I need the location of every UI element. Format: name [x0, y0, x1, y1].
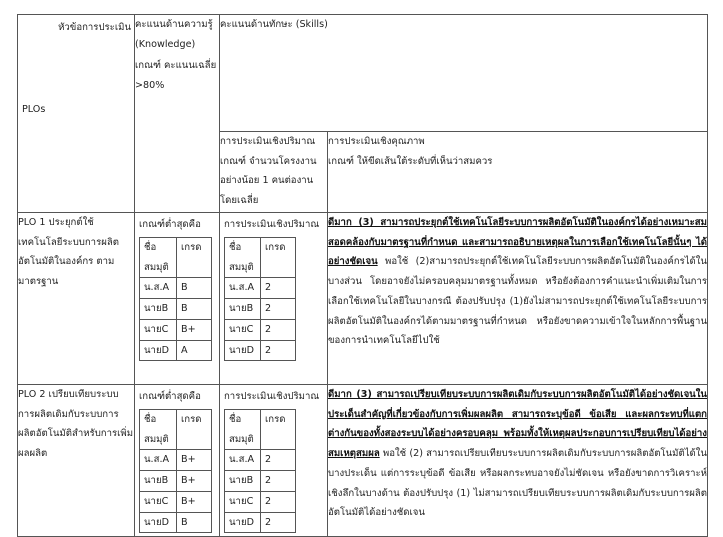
table-row	[140, 278, 212, 299]
table-row	[140, 512, 212, 533]
grade-table-header-grade: เกรด	[177, 409, 212, 450]
count-table-header-count: เกรด	[261, 409, 296, 450]
plo-text: PLO 1 ประยุกต์ใช้เทคโนโลยีระบบการผลิตอัตโนมัติในองค์กร ตามมาตรฐาน	[18, 217, 119, 288]
header-topic: หัวข้อการประเมิน	[58, 22, 131, 33]
table-row	[225, 471, 296, 492]
assessment-table	[17, 14, 708, 537]
qual-criteria: เกณฑ์ ให้ขีดเส้นใต้ระดับที่เห็นว่าสมควร	[328, 155, 493, 167]
student-name: นายB	[140, 299, 177, 320]
assessment-page	[17, 14, 707, 537]
table-row	[140, 340, 212, 361]
student-name: น.ส.A	[140, 450, 177, 471]
count-table-header-name: ชื่อสมมุติ	[225, 409, 261, 450]
student-grade: B	[177, 299, 212, 320]
plo-cell	[18, 213, 135, 385]
qual-text	[328, 213, 707, 351]
qual-other-levels: พอใช้ (2)สามารถประยุกต์ใช้เทคโนโลยีระบบการผลิตอัตโนมัติในองค์กรได้ในบางส่วน โดยอาจยังไม่ครอบคลุมมาตรฐานทั้งหมด หรือยังต้องการคำแนะนำเพิ่มเติมในการเลือกใช้เทคโนโลยีในบางกรณี ต้องปรับปรุง (1)ยังไม่สามารถประยุกต์ใช้เทคโนโลยีระบบการผลิตอัตโนมัติในองค์กรได้ตามมาตรฐานที่กำหนด หรือยังขาดความเข้าใจในหลักการพื้นฐานของการนำเทคโนโลยีไปใช้	[328, 256, 707, 347]
quant-cell	[220, 213, 328, 385]
quant-cell	[220, 385, 328, 537]
table-row	[225, 278, 296, 299]
grade-table-header-name: ชื่อสมมุติ	[140, 237, 177, 278]
project-count: 2	[261, 340, 296, 361]
project-count: 2	[261, 278, 296, 299]
student-name: นายC	[225, 491, 261, 512]
table-row	[140, 491, 212, 512]
student-grade: B	[177, 512, 212, 533]
table-row	[140, 471, 212, 492]
student-name: นายC	[140, 491, 177, 512]
knowledge-title: คะแนนด้านความรู้ (Knowledge)	[135, 19, 213, 50]
grade-table-header-name: ชื่อสมมุติ	[140, 409, 177, 450]
student-name: นายC	[225, 319, 261, 340]
qual-header-cell	[328, 132, 708, 213]
table-row	[140, 319, 212, 340]
qual-cell	[328, 385, 708, 537]
student-name: น.ส.A	[225, 450, 261, 471]
quant-label: การประเมินเชิงปริมาณ	[224, 391, 320, 402]
project-count: 2	[261, 491, 296, 512]
header-topic-cell	[18, 15, 135, 213]
table-row	[225, 450, 296, 471]
knowledge-criteria: เกณฑ์ คะแนนเฉลี่ย >80%	[135, 60, 217, 92]
table-row	[225, 299, 296, 320]
table-row	[225, 491, 296, 512]
table-row	[225, 319, 296, 340]
student-name: นายB	[140, 471, 177, 492]
plo-text: PLO 2 เปรียบเทียบระบบการผลิตเดิมกับระบบการผลิตอัตโนมัติสำหรับการเพิ่มผลผลิต	[18, 389, 134, 460]
skills-title: คะแนนด้านทักษะ (Skills)	[220, 19, 328, 30]
quant-label: การประเมินเชิงปริมาณ	[224, 219, 320, 230]
project-count: 2	[261, 512, 296, 533]
student-name: น.ส.A	[225, 278, 261, 299]
min-grade-label: เกณฑ์ต่ำสุดคือ	[139, 219, 201, 230]
count-table	[224, 237, 296, 362]
qual-selected-level: ดีมาก (3) สามารถประยุกต์ใช้เทคโนโลยีระบบการผลิตอัตโนมัติในองค์กรได้อย่างเหมาะสม สอดคล้องกับมาตรฐานที่กำหนด และสามารถอธิบายเหตุผลในการเลือกใช้เทคโนโลยีนั้นๆ ได้อย่างชัดเจน	[328, 217, 707, 268]
student-name: นายC	[140, 319, 177, 340]
header-plos: PLOs	[22, 103, 46, 115]
student-grade: B	[177, 278, 212, 299]
student-grade: B+	[177, 450, 212, 471]
project-count: 2	[261, 299, 296, 320]
table-row	[225, 340, 296, 361]
project-count: 2	[261, 471, 296, 492]
qual-other-levels: พอใช้ (2) สามารถเปรียบเทียบระบบการผลิตเดิมกับระบบการผลิตอัตโนมัติได้ในบางประเด็น แต่การระบุข้อดี ข้อเสีย หรือผลกระทบอาจยังไม่ชัดเจน หรือยังขาดการวิเคราะห์เชิงลึกในบางด้าน ต้องปรับปรุง (1) ไม่สามารถเปรียบเทียบระบบการผลิตเดิมกับระบบการผลิตอัตโนมัติได้อย่างชัดเจน	[328, 448, 707, 519]
knowledge-cell	[135, 213, 220, 385]
student-name: นายD	[140, 512, 177, 533]
skills-header-cell	[220, 15, 708, 132]
student-grade: B+	[177, 319, 212, 340]
quant-criteria: เกณฑ์ จำนวนโครงงานอย่างน้อย 1 คนต่องานโดยเฉลี่ย	[220, 155, 317, 207]
grade-table	[139, 237, 212, 362]
project-count: 2	[261, 450, 296, 471]
count-table	[224, 409, 296, 534]
quant-title: การประเมินเชิงปริมาณ	[220, 136, 316, 147]
student-name: น.ส.A	[140, 278, 177, 299]
table-row	[140, 299, 212, 320]
table-row	[140, 450, 212, 471]
table-row	[225, 512, 296, 533]
grade-table	[139, 409, 212, 534]
student-grade: B+	[177, 471, 212, 492]
plo-row	[18, 213, 708, 385]
knowledge-header-cell	[135, 15, 220, 213]
qual-cell	[328, 213, 708, 385]
student-name: นายD	[225, 340, 261, 361]
qual-title: การประเมินเชิงคุณภาพ	[328, 136, 425, 147]
knowledge-cell	[135, 385, 220, 537]
student-grade: A	[177, 340, 212, 361]
student-grade: B+	[177, 491, 212, 512]
count-table-header-name: ชื่อสมมุติ	[225, 237, 261, 278]
quant-header-cell	[220, 132, 328, 213]
qual-text	[328, 385, 707, 523]
student-name: นายB	[225, 471, 261, 492]
count-table-header-count: เกรด	[261, 237, 296, 278]
plo-cell	[18, 385, 135, 537]
grade-table-header-grade: เกรด	[177, 237, 212, 278]
student-name: นายD	[225, 512, 261, 533]
qual-selected-level: ดีมาก (3) สามารถเปรียบเทียบระบบการผลิตเดิมกับระบบการผลิตอัตโนมัติได้อย่างชัดเจนในประเด็นสำคัญที่เกี่ยวข้องกับการเพิ่มผลผลิต สามารถระบุข้อดี ข้อเสีย และผลกระทบที่แตกต่างกันของทั้งสองระบบได้อย่างครอบคลุม พร้อมทั้งให้เหตุผลประกอบการเปรียบเทียบได้อย่างสมเหตุสมผล	[328, 389, 707, 460]
project-count: 2	[261, 319, 296, 340]
plo-row	[18, 385, 708, 537]
student-name: นายD	[140, 340, 177, 361]
student-name: นายB	[225, 299, 261, 320]
min-grade-label: เกณฑ์ต่ำสุดคือ	[139, 391, 201, 402]
